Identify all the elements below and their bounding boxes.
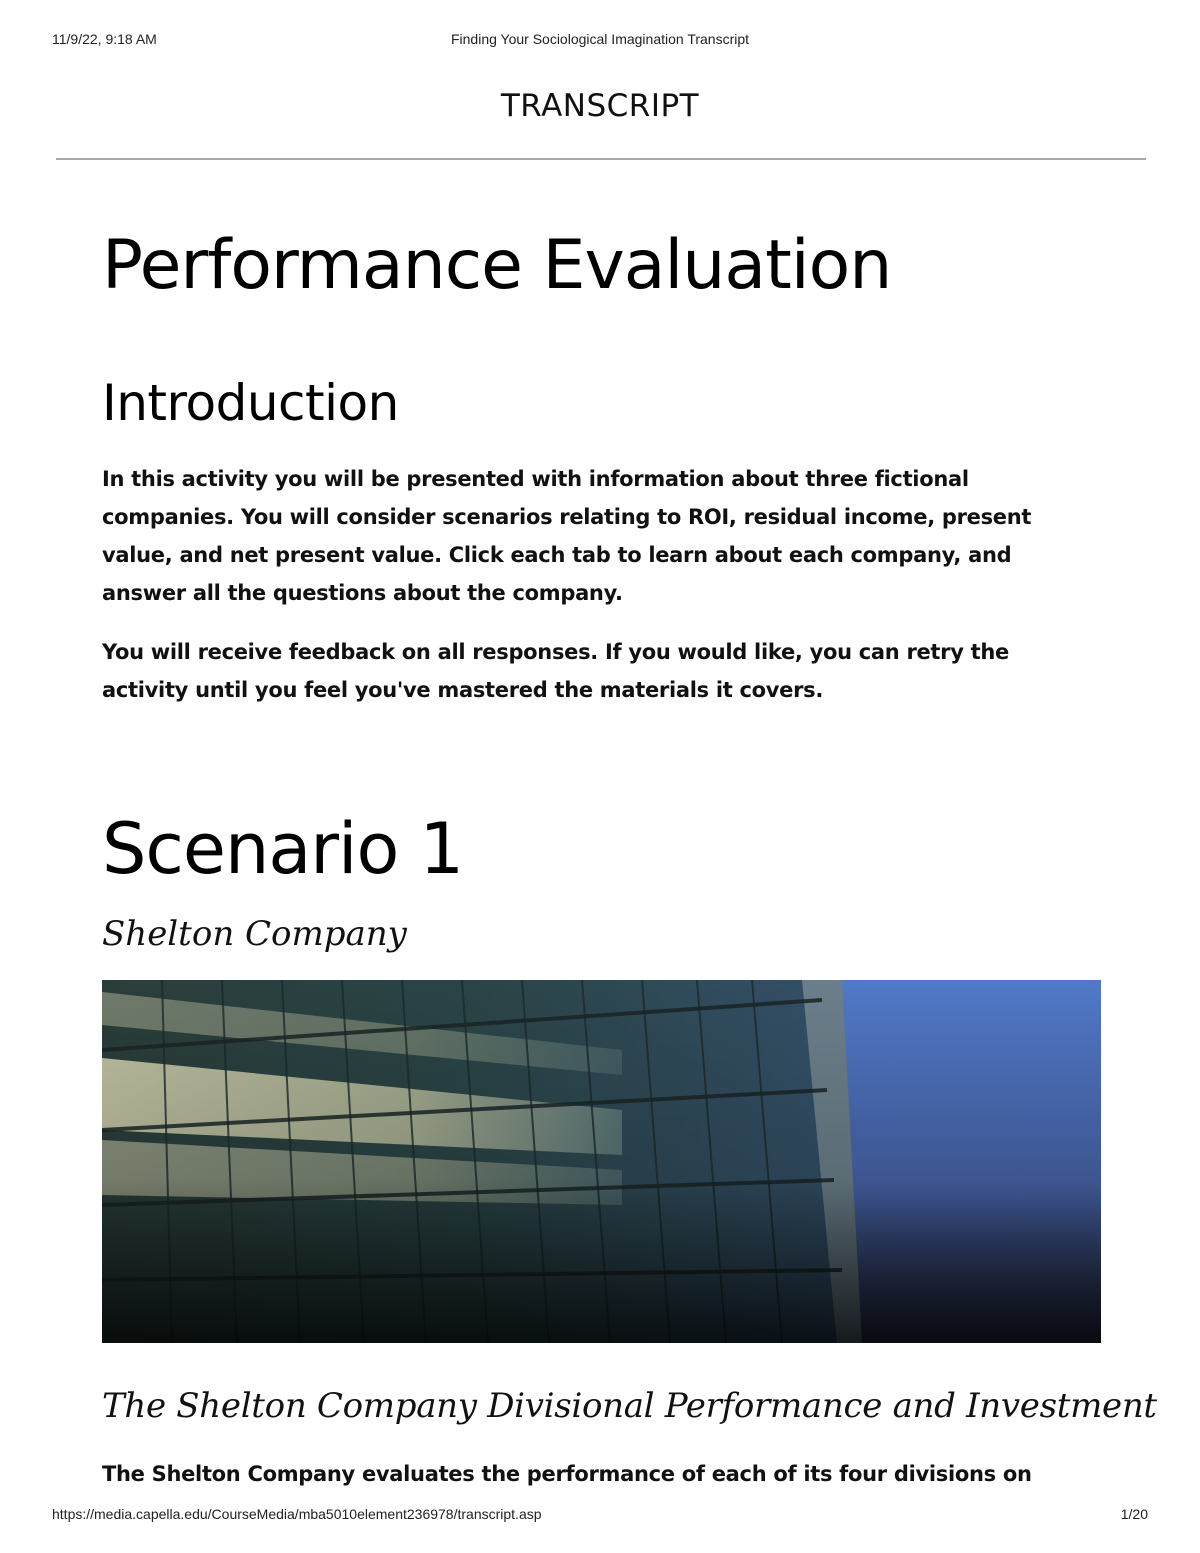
scenario-heading: Scenario 1 bbox=[102, 808, 464, 890]
print-url: https://media.capella.edu/CourseMedia/mba5010element236978/transcript.asp bbox=[52, 1506, 542, 1522]
header-divider bbox=[56, 158, 1146, 160]
page-title: Performance Evaluation bbox=[102, 226, 892, 305]
page-number: 1/20 bbox=[1120, 1506, 1148, 1522]
intro-heading: Introduction bbox=[102, 374, 399, 432]
print-header bbox=[0, 31, 1200, 51]
section-body: The Shelton Company evaluates the performance of each of its four divisions on bbox=[102, 1462, 1032, 1486]
print-datetime: 11/9/22, 9:18 AM bbox=[52, 31, 157, 47]
transcript-label: TRANSCRIPT bbox=[500, 88, 700, 124]
company-name: Shelton Company bbox=[102, 914, 407, 954]
print-doc-title: Finding Your Sociological Imagination Transcript bbox=[450, 31, 750, 47]
intro-paragraph-2: You will receive feedback on all responses. If you would like, you can retry the activity until you feel you've mastered the materials it covers. bbox=[102, 640, 1009, 702]
intro-paragraph-1: In this activity you will be presented with information about three fictional companies. You will consider scenarios relating to ROI, residual income, present value, and net present value. Click each tab to learn about each company, and answer all the questions about the company. bbox=[102, 467, 1032, 605]
print-footer bbox=[0, 1506, 1200, 1526]
section-title: The Shelton Company Divisional Performance and Investment bbox=[102, 1386, 1157, 1426]
office-building-photo bbox=[102, 980, 1101, 1343]
bottom-shadow bbox=[102, 980, 1101, 1343]
